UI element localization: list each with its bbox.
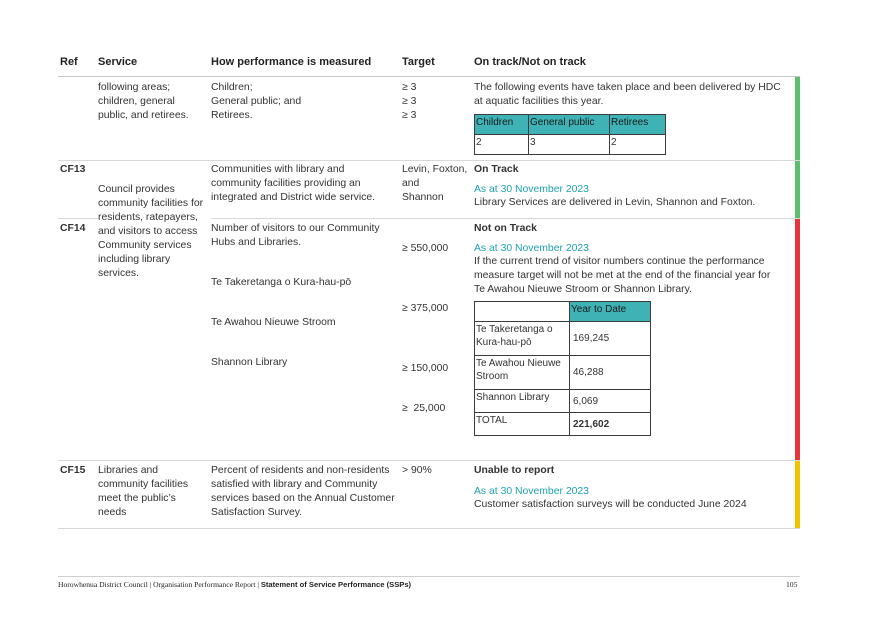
table-corner <box>475 302 570 322</box>
col-year-to-date: Year to Date <box>570 302 651 322</box>
cf15-service: Libraries and community facilities meet the public’s needs <box>98 465 189 518</box>
table-row: Te Takeretanga o Kura-hau-pō 169,245 <box>475 322 651 356</box>
service-shared: Council provides community facilities for residents, ratepayers, and visitors to access Community services including library services. <box>98 184 204 279</box>
cf15-target: > 90% <box>402 465 432 476</box>
col-general-public: General public <box>529 115 610 135</box>
cont-service: following areas; children, general public, and retirees. <box>98 82 189 121</box>
table-cell: 2 <box>610 135 666 155</box>
status-bar-on-track <box>795 77 800 219</box>
ref-cf13: CF13 <box>60 164 86 175</box>
ref-cf14: CF14 <box>60 223 86 234</box>
cf14-target-takeretanga: ≥ 375,000 <box>402 303 449 314</box>
cf14-measure: Number of visitors to our Community Hubs and Libraries. <box>211 223 380 248</box>
table-cell: 2 <box>475 135 529 155</box>
cont-measure: Children; General public; and Retirees. <box>211 82 302 121</box>
visitors-table <box>474 301 651 436</box>
cf13-target: Levin, Foxton, and Shannon <box>402 164 468 203</box>
row-divider <box>58 528 800 529</box>
row-divider <box>58 218 98 219</box>
cont-status: The following events have taken place and been delivered by HDC at aquatic facilities this year. <box>474 82 781 107</box>
aquatic-events-table <box>474 114 666 155</box>
cf14-target-shannon: ≥ 25,000 <box>402 403 446 414</box>
table-row: Te Awahou Nieuwe Stroom 46,288 <box>475 356 651 390</box>
cf14-target-awahou: ≥ 150,000 <box>402 363 449 374</box>
status-bar-not-on-track <box>795 219 800 460</box>
page-number: 105 <box>786 580 798 589</box>
cf14-item-takeretanga: Te Takeretanga o Kura-hau-pō <box>211 277 352 288</box>
row-divider <box>58 460 800 461</box>
header-measure: How performance is measured <box>211 56 372 68</box>
cf15-detail: Customer satisfaction surveys will be conducted June 2024 <box>474 499 747 510</box>
header-target: Target <box>402 56 435 68</box>
header-status: On track/Not on track <box>474 56 586 68</box>
row-divider <box>58 160 800 161</box>
status-bar-unable <box>795 460 800 528</box>
cont-target: ≥ 3 ≥ 3 ≥ 3 <box>402 82 417 121</box>
cf15-as-at: As at 30 November 2023 <box>474 486 589 497</box>
table-row: Shannon Library 6,069 <box>475 390 651 413</box>
row-divider <box>211 218 800 219</box>
cf14-item-awahou: Te Awahou Nieuwe Stroom <box>211 317 336 328</box>
cf15-measure: Percent of residents and non-residents satisfied with library and Community services based on the Annual Customer Satisfaction Survey. <box>211 465 395 518</box>
header-divider <box>58 76 800 77</box>
cf14-target-total: ≥ 550,000 <box>402 243 449 254</box>
cf13-status-title: On Track <box>474 164 519 175</box>
ref-cf15: CF15 <box>60 465 86 476</box>
col-retirees: Retirees <box>610 115 666 135</box>
cf13-detail: Library Services are delivered in Levin, Shannon and Foxton. <box>474 197 756 208</box>
cf14-as-at: As at 30 November 2023 <box>474 243 589 254</box>
header-ref: Ref <box>60 56 78 68</box>
cf14-item-shannon: Shannon Library <box>211 357 288 368</box>
cf13-as-at: As at 30 November 2023 <box>474 184 589 195</box>
cf14-status-title: Not on Track <box>474 223 537 234</box>
cf14-detail: If the current trend of visitor numbers continue the performance measure target will not be met at the end of the financial year for Te Awahou Nieuwe Stroom or Shannon Library. <box>474 256 771 295</box>
col-children: Children <box>475 115 529 135</box>
table-cell: 3 <box>529 135 610 155</box>
footer-divider <box>58 576 800 577</box>
cf15-status-title: Unable to report <box>474 465 555 476</box>
table-row-total: TOTAL 221,602 <box>475 413 651 436</box>
footer-text: Horowhenua District Council | Organisation Performance Report | Statement of Service Performance (SSPs) <box>58 580 412 589</box>
cf13-measure: Communities with library and community facilities providing an integrated and District wide service. <box>211 164 376 203</box>
header-service: Service <box>98 56 138 68</box>
